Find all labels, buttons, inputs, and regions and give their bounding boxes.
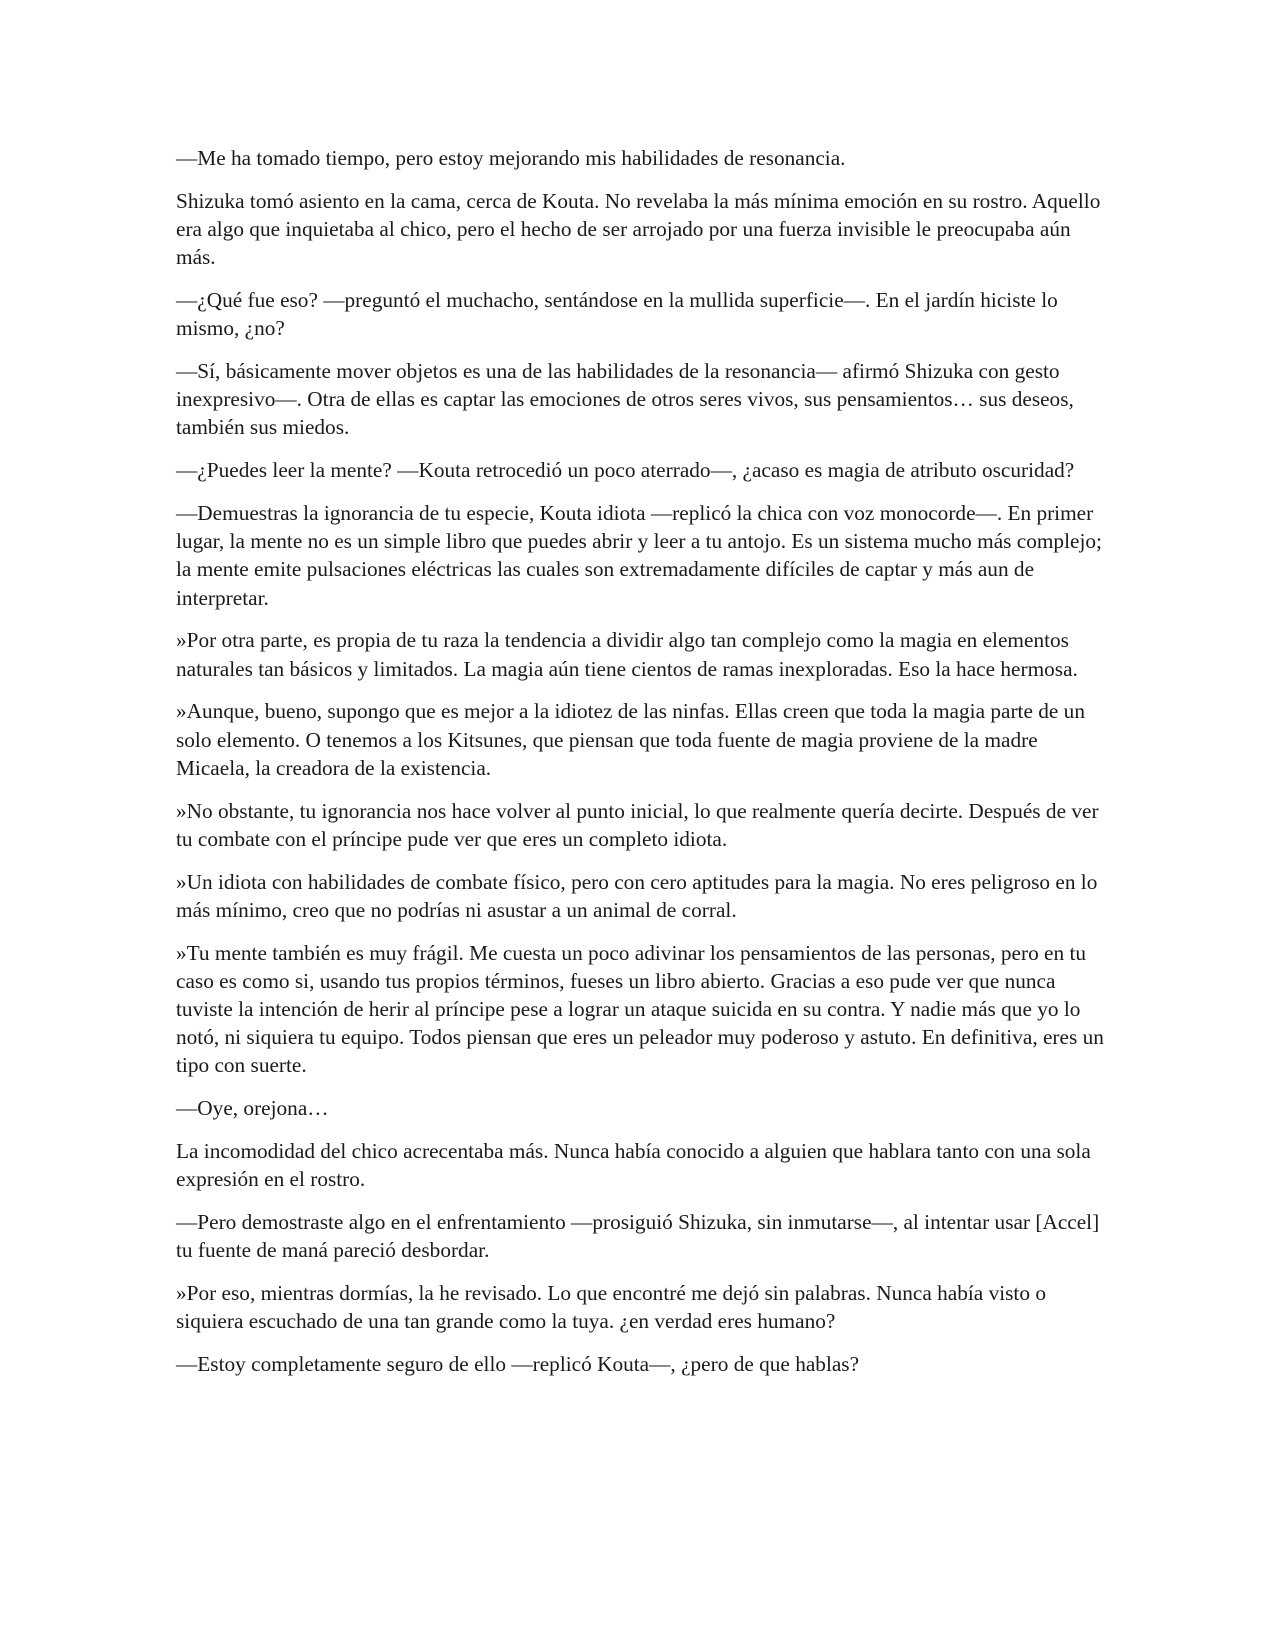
paragraph: Shizuka tomó asiento en la cama, cerca de Kouta. No revelaba la más mínima emoción en su rostro. Aquello era algo que inquietaba al chico, pero el hecho de ser arrojado por una fuerza invisible le preocupaba aún más. bbox=[176, 188, 1101, 270]
paragraph: La incomodidad del chico acrecentaba más. Nunca había conocido a alguien que hablara tanto con una sola expresión en el rostro. bbox=[176, 1139, 1091, 1192]
paragraph: —Me ha tomado tiempo, pero estoy mejorando mis habilidades de resonancia. bbox=[176, 146, 846, 170]
paragraph: —¿Qué fue eso? —preguntó el muchacho, sentándose en la mullida superficie—. En el jardín hiciste lo mismo, ¿no? bbox=[176, 288, 1058, 341]
paragraph: —Estoy completamente seguro de ello —replicó Kouta—, ¿pero de que hablas? bbox=[176, 1352, 860, 1377]
paragraph: »Tu mente también es muy frágil. Me cuesta un poco adivinar los pensamientos de las personas, pero en tu caso es como si, usando tus propios términos, fueses un libro abierto. Gracias a eso pude ver que nunca tuviste la intención de herir al príncipe pese a lograr un ataque suicida en su contra. Y nadie más que yo lo notó, ni siquiera tu equipo. Todos piensan que eres un peleador muy poderoso y astuto. En definitiva, eres un tipo con suerte. bbox=[176, 940, 1104, 1078]
paragraph: »Por eso, mientras dormías, la he revisado. Lo que encontré me dejó sin palabras. Nunca había visto o siquiera escuchado de una tan grande como la tuya. ¿en verdad eres humano? bbox=[176, 1281, 1046, 1334]
paragraph: »Aunque, bueno, supongo que es mejor a la idiotez de las ninfas. Ellas creen que toda la magia parte de un solo elemento. O tenemos a los Kitsunes, que piensan que toda fuente de magia proviene de la madre Micaela, la creadora de la existencia. bbox=[176, 699, 1085, 780]
paragraph: »Por otra parte, es propia de tu raza la tendencia a dividir algo tan complejo como la magia en elementos naturales tan básicos y limitados. La magia aún tiene cientos de ramas inexploradas. Eso la hace hermosa. bbox=[176, 628, 1078, 681]
paragraph: »No obstante, tu ignorancia nos hace volver al punto inicial, lo que realmente quería decirte. Después de ver tu combate con el príncipe pude ver que eres un completo idiota. bbox=[176, 798, 1099, 851]
paragraph: —¿Puedes leer la mente? —Kouta retrocedió un poco aterrado—, ¿acaso es magia de atributo oscuridad? bbox=[176, 458, 1075, 483]
paragraph: —Demuestras la ignorancia de tu especie, Kouta idiota —replicó la chica con voz monocorde—. En primer lugar, la mente no es un simple libro que puedes abrir y leer a tu antojo. Es un sistema mucho más complejo; la mente emite pulsaciones eléctricas las cuales son extremadamente difíciles de captar y más aun de interpretar. bbox=[176, 501, 1102, 610]
paragraph: —Sí, básicamente mover objetos es una de las habilidades de la resonancia— afirmó Shizuka con gesto inexpresivo—. Otra de ellas es captar las emociones de otros seres vivos, sus pensamientos… sus deseos, también sus miedos. bbox=[176, 359, 1074, 440]
paragraph: —Oye, orejona… bbox=[176, 1096, 329, 1121]
body-text bbox=[176, 144, 1106, 1393]
paragraph: —Pero demostraste algo en el enfrentamiento —prosiguió Shizuka, sin inmutarse—, al intentar usar [Accel] tu fuente de maná pareció desbordar. bbox=[176, 1210, 1100, 1263]
paragraph: »Un idiota con habilidades de combate físico, pero con cero aptitudes para la magia. No eres peligroso en lo más mínimo, creo que no podrías ni asustar a un animal de corral. bbox=[176, 869, 1098, 922]
